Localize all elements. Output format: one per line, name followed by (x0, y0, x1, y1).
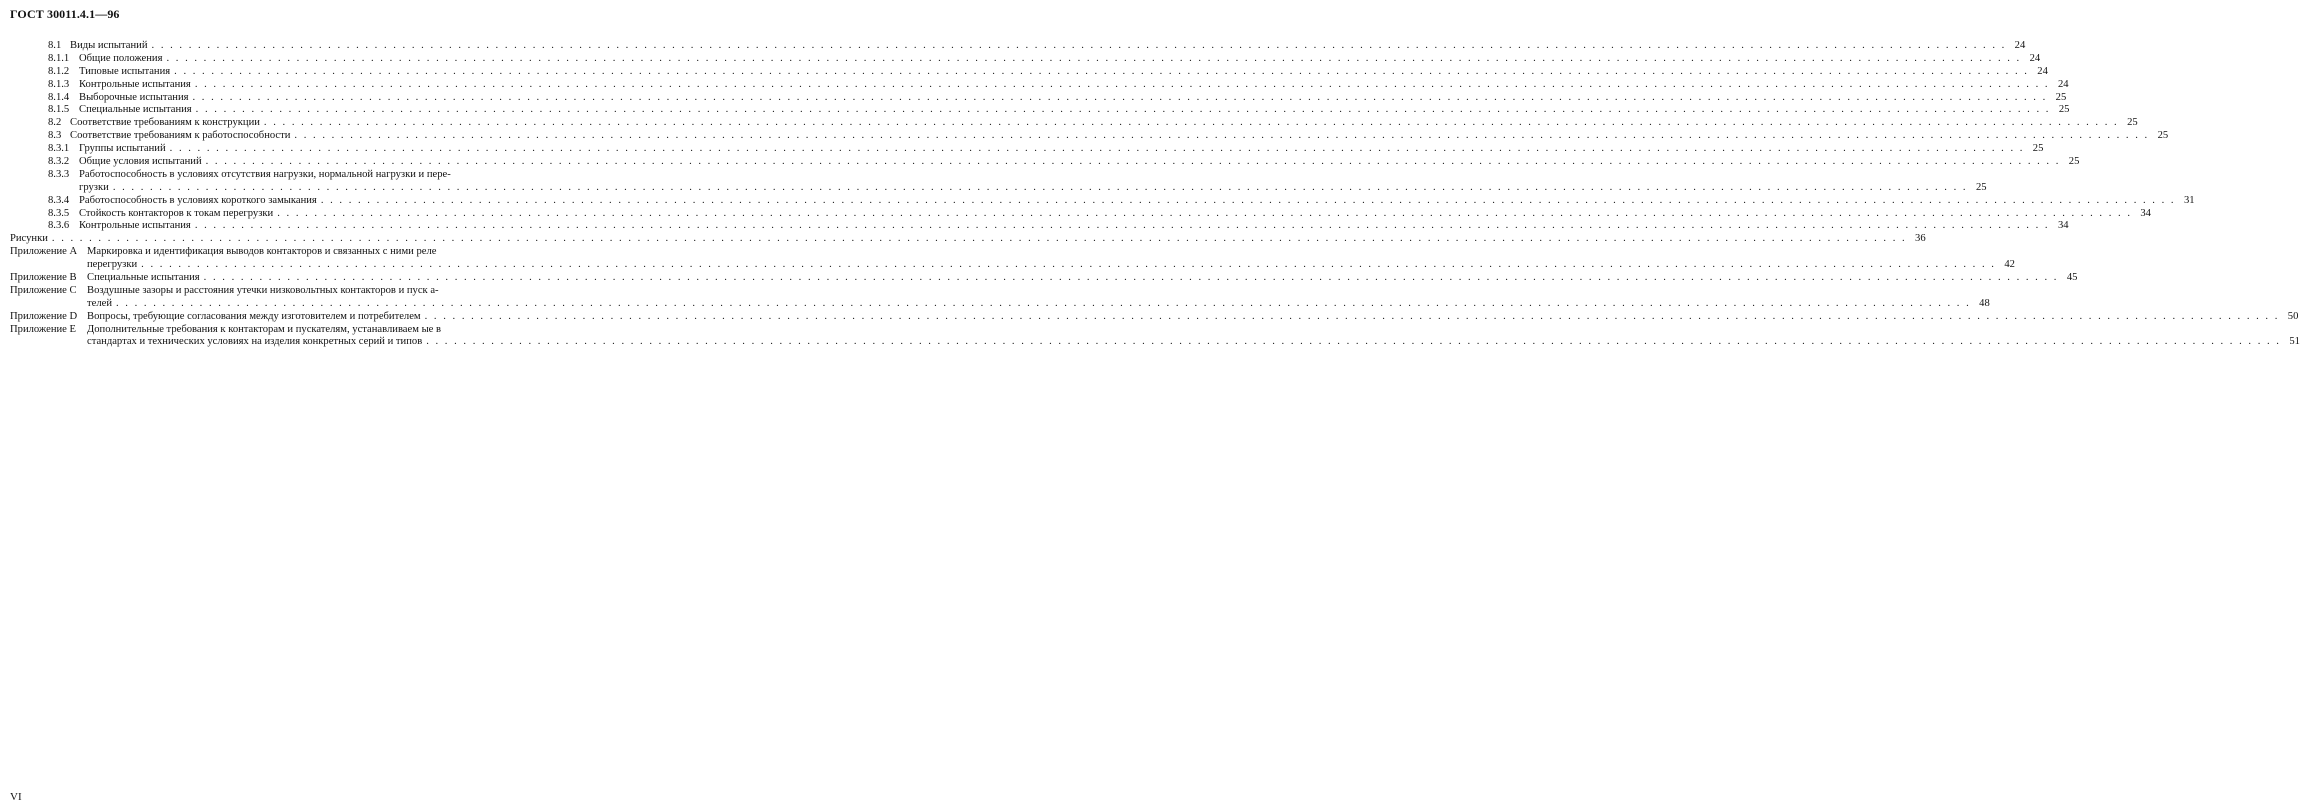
toc-entry (10, 324, 547, 337)
toc-entry-page: 42 (2004, 259, 2015, 271)
toc-entry-title: Работоспособность в условиях отсутствия нагрузки, нормальной нагрузки и пере- (79, 168, 451, 180)
toc-entry-title: грузки (79, 181, 109, 193)
toc-entry (10, 259, 2015, 272)
table-of-contents (10, 40, 2300, 349)
toc-entry-title: Вопросы, требующие согласования между изготовителем и потребителем (87, 310, 421, 322)
toc-entry-page: 45 (2066, 272, 2078, 284)
toc-entry-page: 25 (2058, 104, 2070, 116)
toc-entry-title: Маркировка и идентификация выводов контакторов и связанных с ними реле (87, 246, 437, 258)
toc-entry-title: Виды испытаний (70, 40, 148, 51)
toc-entry-page: 25 (2127, 117, 2138, 129)
toc-entry-page: 24 (2037, 65, 2048, 77)
toc-entry-page: 24 (2029, 52, 2041, 64)
toc-entry (10, 117, 2138, 130)
toc-entry-page: 25 (2068, 156, 2080, 168)
toc-entry-number: 8.1.3 (48, 78, 70, 90)
toc-entry-number: 8.1 (48, 40, 62, 51)
toc-entry-title: Группы испытаний (79, 143, 166, 155)
toc-entry-number: 8.3 (48, 130, 62, 142)
dot-leader: . . . . . . . . . . . . . . . . . . . . . . . . . . . . . . . . . . . . . . . . . . . . . . . . . . . . . . . . . . . . . . . . . . . . . . . . . . . . . . . . . . . . . . . . . . . . . . . . . . . . . . . . . . . . . . . . . . . . . . . . . . . . . . . . . . . . . . . . . . . . . . . . . . . . . . . . . . . . . . . . . . . . . . . . . . . . . . . . . . . . . . . . . . . . . . . . . . . . . . . . (151, 40, 2007, 51)
toc-entry (10, 336, 2300, 349)
toc-entry-title: Общие положения (79, 52, 163, 64)
toc-entry (10, 65, 2048, 79)
toc-entry-page: 24 (2014, 40, 2026, 51)
toc-entry-title: Контрольные испытания (79, 220, 191, 232)
toc-entry-page: 34 (2140, 207, 2151, 219)
toc-entry-number: Приложение А (10, 246, 78, 258)
dot-leader: . . . . . . . . . . . . . . . . . . . . . . . . . . . . . . . . . . . . . . . . . . . . . . . . . . . . . . . . . . . . . . . . . . . . . . . . . . . . . . . . . . . . . . . . . . . . . . . . . . . . . . . . . . . . . . . . . . . . . . . . . . . . . . . . . . . . . . . . . . . . . . . . . . . . . . . . . . . . . . . . . . . . . . . . . . . . . . . . . . . . . . . . . . . . . . . . . . . . . . . . (194, 78, 2050, 90)
toc-entry (10, 130, 2169, 143)
dot-leader: . . . . . . . . . . . . . . . . . . . . . . . . . . . . . . . . . . . . . . . . . . . . . . . . . . . . . . . . . . . . . . . . . . . . . . . . . . . . . . . . . . . . . . . . . . . . . . . . . . . . . . . . . . . . . . . . . . . . . . . . . . . . . . . . . . . . . . . . . . . . . . . . . . . . . . . . . . . . . . . . . . . . . . . . . . . . . . . . . . . . . . . . . . . . . . . . . . . . . . . . (51, 233, 1907, 245)
toc-entry (10, 40, 2026, 53)
toc-entry-title: Дополнительные требования к контакторам и пускателям, устанавливаем ые в (87, 323, 442, 335)
toc-entry (10, 91, 2067, 105)
toc-entry-page: 31 (2183, 194, 2195, 206)
toc-entry-number: Приложение С (10, 284, 77, 296)
toc-entry (10, 104, 2070, 117)
toc-entry-number: Приложение D (10, 310, 78, 322)
toc-entry (10, 52, 2041, 66)
toc-entry (10, 220, 2069, 233)
dot-leader: . . . . . . . . . . . . . . . . . . . . . . . . . . . . . . . . . . . . . . . . . . . . . . . . . . . . . . . . . . . . . . . . . . . . . . . . . . . . . . . . . . . . . . . . . . . . . . . . . . . . . . . . . . . . . . . . . . . . . . . . . . . . . . . . . . . . . . . . . . . . . . . . . . . . . . . . . . . . . . . . . . . . . . . . . . . . . . . . . . . . . . . . . . . . . . . . . . . . . . . . (277, 207, 2132, 219)
toc-entry-number: 8.1.5 (48, 104, 70, 116)
toc-entry-title: Соответствие требованиям к работоспособности (70, 130, 291, 142)
dot-leader: . . . . . . . . . . . . . . . . . . . . . . . . . . . . . . . . . . . . . . . . . . . . . . . . . . . . . . . . . . . . . . . . . . . . . . . . . . . . . . . . . . . . . . . . . . . . . . . . . . . . . . . . . . . . . . . . . . . . . . . . . . . . . . . . . . . . . . . . . . . . . . . . . . . . . . . . . . . . . . . . . . . . . . . . . . . . . . . . . . . . . . . . . . . . . . . . . . . . . . . . (195, 104, 2051, 116)
toc-entry-title: Специальные испытания (79, 104, 192, 116)
dot-leader: . . . . . . . . . . . . . . . . . . . . . . . . . . . . . . . . . . . . . . . . . . . . . . . . . . . . . . . . . . . . . . . . . . . . . . . . . . . . . . . . . . . . . . . . . . . . . . . . . . . . . . . . . . . . . . . . . . . . . . . . . . . . . . . . . . . . . . . . . . . . . . . . . . . . . . . . . . . . . . . . . . . . . . . . . . . . . . . . . . . . . . . . . . . . . . . . . . . . . . . . (424, 310, 2280, 322)
toc-entry-number: 8.3.3 (48, 168, 70, 180)
toc-entry-title: Специальные испытания (87, 272, 200, 284)
toc-entry-number: 8.3.6 (48, 220, 70, 232)
toc-entry-title: Соответствие требованиям к конструкции (70, 117, 260, 129)
toc-entry-number: 8.3.5 (48, 207, 70, 219)
toc-entry (10, 285, 547, 298)
toc-entry-title: Общие условия испытаний (79, 156, 202, 168)
toc-entry (10, 310, 2299, 324)
dot-leader: . . . . . . . . . . . . . . . . . . . . . . . . . . . . . . . . . . . . . . . . . . . . . . . . . . . . . . . . . . . . . . . . . . . . . . . . . . . . . . . . . . . . . . . . . . . . . . . . . . . . . . . . . . . . . . . . . . . . . . . . . . . . . . . . . . . . . . . . . . . . . . . . . . . . . . . . . . . . . . . . . . . . . . . . . . . . . . . . . . . . . . . . . . . . . . . . . . . . . . . . (194, 220, 2050, 232)
toc-entry-number: 8.1.1 (48, 52, 70, 64)
dot-leader: . . . . . . . . . . . . . . . . . . . . . . . . . . . . . . . . . . . . . . . . . . . . . . . . . . . . . . . . . . . . . . . . . . . . . . . . . . . . . . . . . . . . . . . . . . . . . . . . . . . . . . . . . . . . . . . . . . . . . . . . . . . . . . . . . . . . . . . . . . . . . . . . . . . . . . . . . . . . . . . . . . . . . . . . . . . . . . . . . . . . . . . . . . . . . . . . . . . . . . . . (294, 130, 2150, 142)
toc-entry-number: 8.3.2 (48, 156, 70, 168)
dot-leader: . . . . . . . . . . . . . . . . . . . . . . . . . . . . . . . . . . . . . . . . . . . . . . . . . . . . . . . . . . . . . . . . . . . . . . . . . . . . . . . . . . . . . . . . . . . . . . . . . . . . . . . . . . . . . . . . . . . . . . . . . . . . . . . . . . . . . . . . . . . . . . . . . . . . . . . . . . . . . . . . . . . . . . . . . . . . . . . . . . . . . . . . . . . . . . . . . . . . . . . . (263, 117, 2119, 129)
toc-entry-number: 8.3.1 (48, 143, 70, 155)
toc-entry (10, 194, 2195, 208)
dot-leader: . . . . . . . . . . . . . . . . . . . . . . . . . . . . . . . . . . . . . . . . . . . . . . . . . . . . . . . . . . . . . . . . . . . . . . . . . . . . . . . . . . . . . . . . . . . . . . . . . . . . . . . . . . . . . . . . . . . . . . . . . . . . . . . . . . . . . . . . . . . . . . . . . . . . . . . . . . . . . . . . . . . . . . . . . . . . . . . . . . . . . . . . . . . . . . . . . . . . . . . . (141, 259, 1996, 271)
dot-leader: . . . . . . . . . . . . . . . . . . . . . . . . . . . . . . . . . . . . . . . . . . . . . . . . . . . . . . . . . . . . . . . . . . . . . . . . . . . . . . . . . . . . . . . . . . . . . . . . . . . . . . . . . . . . . . . . . . . . . . . . . . . . . . . . . . . . . . . . . . . . . . . . . . . . . . . . . . . . . . . . . . . . . . . . . . . . . . . . . . . . . . . . . . . . . . . . . . . . . . . . (192, 91, 2048, 103)
toc-entry-page: 51 (2289, 336, 2300, 348)
toc-entry-title: стандартах и технических условиях на изделия конкретных серий и типов (87, 336, 423, 348)
toc-entry (10, 78, 2069, 92)
toc-entry (10, 246, 547, 259)
toc-entry-title: Рисунки (10, 233, 48, 245)
toc-entry (10, 156, 2080, 169)
toc-entry-page: 34 (2057, 220, 2069, 232)
dot-leader: . . . . . . . . . . . . . . . . . . . . . . . . . . . . . . . . . . . . . . . . . . . . . . . . . . . . . . . . . . . . . . . . . . . . . . . . . . . . . . . . . . . . . . . . . . . . . . . . . . . . . . . . . . . . . . . . . . . . . . . . . . . . . . . . . . . . . . . . . . . . . . . . . . . . . . . . . . . . . . . . . . . . . . . . . . . . . . . . . . . . . . . . . . . . . . . . . . . . . . . . (174, 65, 2029, 77)
toc-entry-page: 25 (2055, 91, 2067, 103)
toc-entry (10, 297, 1990, 311)
toc-entry (10, 233, 1926, 246)
toc-entry-title: телей (87, 297, 112, 309)
dot-leader: . . . . . . . . . . . . . . . . . . . . . . . . . . . . . . . . . . . . . . . . . . . . . . . . . . . . . . . . . . . . . . . . . . . . . . . . . . . . . . . . . . . . . . . . . . . . . . . . . . . . . . . . . . . . . . . . . . . . . . . . . . . . . . . . . . . . . . . . . . . . . . . . . . . . . . . . . . . . . . . . . . . . . . . . . . . . . . . . . . . . . . . . . . . . . . . . . . . . . . . . (426, 336, 2281, 348)
toc-entry-title: Стойкость контакторов к токам перегрузки (79, 207, 274, 219)
toc-entry-number: Приложение Е (10, 323, 76, 335)
toc-entry (10, 181, 1987, 195)
toc-entry-title: Работоспособность в условиях короткого замыкания (79, 194, 317, 206)
dot-leader: . . . . . . . . . . . . . . . . . . . . . . . . . . . . . . . . . . . . . . . . . . . . . . . . . . . . . . . . . . . . . . . . . . . . . . . . . . . . . . . . . . . . . . . . . . . . . . . . . . . . . . . . . . . . . . . . . . . . . . . . . . . . . . . . . . . . . . . . . . . . . . . . . . . . . . . . . . . . . . . . . . . . . . . . . . . . . . . . . . . . . . . . . . . . . . . . . . . . . . . . (169, 143, 2025, 155)
toc-entry-page: 48 (1979, 297, 1990, 309)
toc-entry-number: 8.3.4 (48, 194, 70, 206)
toc-entry-title: Выборочные испытания (79, 91, 189, 103)
toc-entry-page: 36 (1915, 233, 1926, 245)
toc-entry-number: Приложение В (10, 272, 77, 284)
toc-entry-title: Типовые испытания (79, 65, 171, 77)
toc-entry-page: 50 (2287, 310, 2299, 322)
dot-leader: . . . . . . . . . . . . . . . . . . . . . . . . . . . . . . . . . . . . . . . . . . . . . . . . . . . . . . . . . . . . . . . . . . . . . . . . . . . . . . . . . . . . . . . . . . . . . . . . . . . . . . . . . . . . . . . . . . . . . . . . . . . . . . . . . . . . . . . . . . . . . . . . . . . . . . . . . . . . . . . . . . . . . . . . . . . . . . . . . . . . . . . . . . . . . . . . . . . . . . . . (320, 194, 2176, 206)
document-header: ГОСТ 30011.4.1—96 (10, 7, 120, 21)
toc-entry (10, 169, 547, 182)
toc-entry-number: 8.1.4 (48, 91, 70, 103)
toc-entry-number: 8.1.2 (48, 65, 70, 77)
toc-entry-title: Контрольные испытания (79, 78, 191, 90)
dot-leader: . . . . . . . . . . . . . . . . . . . . . . . . . . . . . . . . . . . . . . . . . . . . . . . . . . . . . . . . . . . . . . . . . . . . . . . . . . . . . . . . . . . . . . . . . . . . . . . . . . . . . . . . . . . . . . . . . . . . . . . . . . . . . . . . . . . . . . . . . . . . . . . . . . . . . . . . . . . . . . . . . . . . . . . . . . . . . . . . . . . . . . . . . . . . . . . . . . . . . . . . (205, 156, 2061, 168)
toc-entry (10, 207, 2151, 221)
toc-entry-title: перегрузки (87, 259, 138, 271)
page-number: VI (10, 791, 22, 803)
toc-entry-page: 25 (2032, 143, 2044, 155)
dot-leader: . . . . . . . . . . . . . . . . . . . . . . . . . . . . . . . . . . . . . . . . . . . . . . . . . . . . . . . . . . . . . . . . . . . . . . . . . . . . . . . . . . . . . . . . . . . . . . . . . . . . . . . . . . . . . . . . . . . . . . . . . . . . . . . . . . . . . . . . . . . . . . . . . . . . . . . . . . . . . . . . . . . . . . . . . . . . . . . . . . . . . . . . . . . . . . . . . . . . . . . . (203, 272, 2059, 284)
toc-entry (10, 272, 2078, 285)
toc-entry (10, 143, 2044, 156)
toc-entry-title: Воздушные зазоры и расстояния утечки низковольтных контакторов и пуск а- (87, 284, 439, 296)
toc-entry-page: 25 (2157, 130, 2169, 142)
dot-leader: . . . . . . . . . . . . . . . . . . . . . . . . . . . . . . . . . . . . . . . . . . . . . . . . . . . . . . . . . . . . . . . . . . . . . . . . . . . . . . . . . . . . . . . . . . . . . . . . . . . . . . . . . . . . . . . . . . . . . . . . . . . . . . . . . . . . . . . . . . . . . . . . . . . . . . . . . . . . . . . . . . . . . . . . . . . . . . . . . . . . . . . . . . . . . . . . . . . . . . . . (166, 52, 2022, 64)
toc-entry-page: 25 (1975, 181, 1987, 193)
dot-leader: . . . . . . . . . . . . . . . . . . . . . . . . . . . . . . . . . . . . . . . . . . . . . . . . . . . . . . . . . . . . . . . . . . . . . . . . . . . . . . . . . . . . . . . . . . . . . . . . . . . . . . . . . . . . . . . . . . . . . . . . . . . . . . . . . . . . . . . . . . . . . . . . . . . . . . . . . . . . . . . . . . . . . . . . . . . . . . . . . . . . . . . . . . . . . . . . . . . . . . . . (112, 181, 1968, 193)
toc-entry-number: 8.2 (48, 117, 62, 129)
dot-leader: . . . . . . . . . . . . . . . . . . . . . . . . . . . . . . . . . . . . . . . . . . . . . . . . . . . . . . . . . . . . . . . . . . . . . . . . . . . . . . . . . . . . . . . . . . . . . . . . . . . . . . . . . . . . . . . . . . . . . . . . . . . . . . . . . . . . . . . . . . . . . . . . . . . . . . . . . . . . . . . . . . . . . . . . . . . . . . . . . . . . . . . . . . . . . . . . . . . . . . . . (116, 297, 1971, 309)
toc-entry-page: 24 (2057, 78, 2069, 90)
